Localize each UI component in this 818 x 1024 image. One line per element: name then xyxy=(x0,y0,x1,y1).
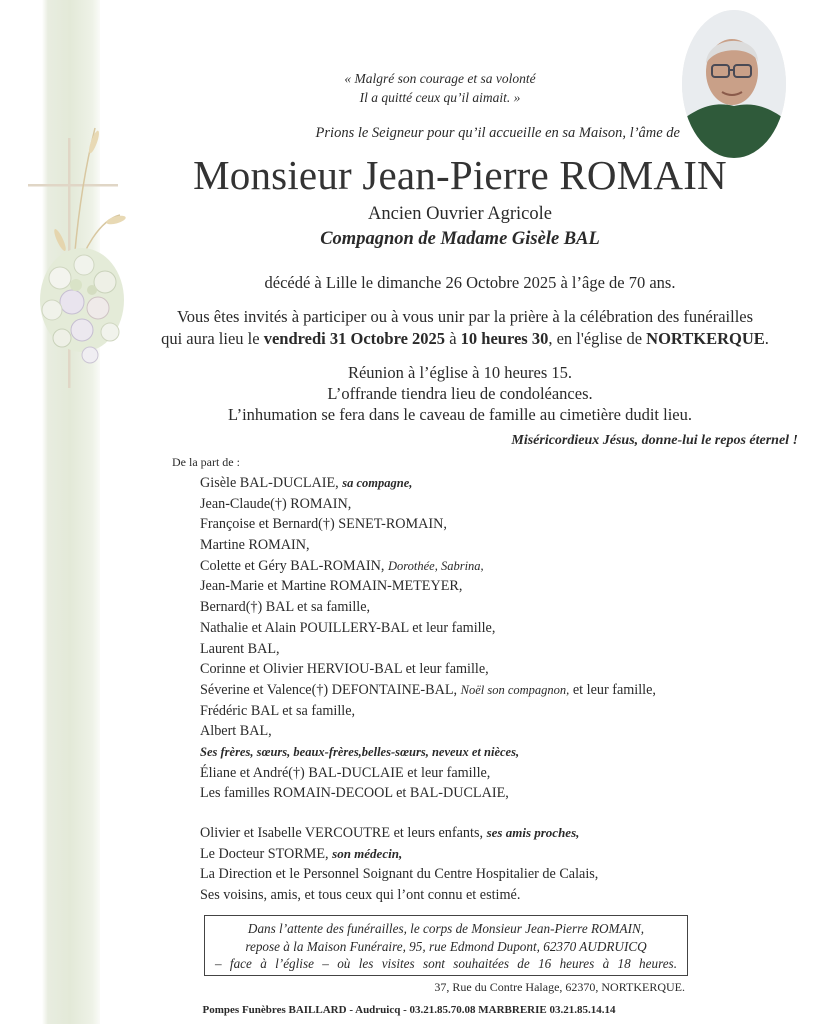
funeral-time: 10 heures 30 xyxy=(460,329,549,348)
funeral-date: vendredi 31 Octobre 2025 xyxy=(263,329,446,348)
list-item xyxy=(200,763,656,784)
list-item xyxy=(200,618,656,639)
mourner-name: Laurent BAL, xyxy=(200,640,280,657)
list-item xyxy=(200,514,656,535)
mourner-name: Bernard(†) BAL et sa famille, xyxy=(200,599,371,616)
blessing: Miséricordieux Jésus, donne-lui le repos éternel ! xyxy=(511,433,798,448)
mourner-annotation: son médecin, xyxy=(332,845,403,861)
arrangement-line: Réunion à l’église à 10 heures 15. xyxy=(347,363,573,382)
death-notice: décédé à Lille le dimanche 26 Octobre 2025 à l’âge de 70 ans. xyxy=(264,273,676,292)
from-label: De la part de : xyxy=(172,455,240,469)
deceased-occupation: Ancien Ouvrier Agricole xyxy=(368,204,552,224)
mourner-name: Corinne et Olivier HERVIOU-BAL et leur famille, xyxy=(200,661,489,678)
invitation-text: , en l'église de xyxy=(548,329,647,348)
list-item xyxy=(200,639,656,660)
invitation-line: Vous êtes invités à participer ou à vous unir par la prière à la célébration des funérailles xyxy=(176,307,754,326)
mourner-name: Frédéric BAL et sa famille, xyxy=(200,702,356,719)
mourner-name: La Direction et le Personnel Soignant du Centre Hospitalier de Calais, xyxy=(200,866,599,883)
mourner-name: Gisèle BAL-DUCLAIE, xyxy=(200,475,343,491)
viewing-line: – face à l’église – où les visites sont souhaitées de 16 heures à 18 heures. xyxy=(215,956,677,971)
quote-line: « Malgré son courage et sa volonté xyxy=(344,71,536,86)
mourner-name: Françoise et Bernard(†) SENET-ROMAIN, xyxy=(200,516,447,533)
invitation-text: . xyxy=(764,329,769,348)
list-item xyxy=(200,494,656,515)
arrangement-line: L’inhumation se fera dans le caveau de famille au cimetière dudit lieu. xyxy=(228,405,692,424)
list-item xyxy=(200,597,656,618)
cross-and-flowers-decoration xyxy=(20,120,140,395)
list-item xyxy=(200,535,656,556)
deceased-name: Monsieur Jean-Pierre ROMAIN xyxy=(193,152,727,198)
mourner-name: Jean-Claude(†) ROMAIN, xyxy=(200,495,352,512)
list-item xyxy=(200,885,598,906)
deceased-companion: Compagnon de Madame Gisèle BAL xyxy=(320,229,600,249)
list-item xyxy=(200,659,656,680)
viewing-line: Dans l’attente des funérailles, le corps de Monsieur Jean-Pierre ROMAIN, xyxy=(247,921,645,936)
list-item xyxy=(200,864,598,885)
list-item xyxy=(200,473,656,494)
funeral-home-footer: Pompes Funèbres BAILLARD - Audruicq - 03.21.85.70.08 MARBRERIE 03.21.85.14.14 xyxy=(202,1004,616,1016)
mourner-name: Ses voisins, amis, et tous ceux qui l’ont connu et estimé. xyxy=(200,887,521,904)
invitation-text: à xyxy=(445,329,461,348)
mourner-name: Martine ROMAIN, xyxy=(200,537,310,554)
address: 37, Rue du Contre Halage, 62370, NORTKERQUE. xyxy=(434,980,685,994)
mourner-annotation: sa compagne, xyxy=(342,476,413,490)
mourner-name: Séverine et Valence(†) DEFONTAINE-BAL, xyxy=(200,681,461,698)
prayer-line: Prions le Seigneur pour qu’il accueille en sa Maison, l’âme de xyxy=(315,125,680,141)
mourner-name: Le Docteur STORME, xyxy=(200,845,333,862)
portrait-photo xyxy=(682,10,786,158)
list-item xyxy=(200,701,656,722)
viewing-notice-box xyxy=(204,915,688,976)
list-item xyxy=(200,783,656,804)
mourner-name: Jean-Marie et Martine ROMAIN-METEYER, xyxy=(200,578,463,595)
mourner-annotation: ses amis proches, xyxy=(486,825,580,840)
family-list xyxy=(200,473,656,804)
friends-list xyxy=(200,823,598,906)
mourner-name: Colette et Géry BAL-ROMAIN, xyxy=(200,557,388,574)
mourner-annotation: Noël son compagnon, xyxy=(460,682,570,697)
rose-bouquet-icon xyxy=(40,248,124,363)
list-item xyxy=(200,742,656,763)
mourner-name-suffix: et leur famille, xyxy=(569,681,656,698)
viewing-line: repose à la Maison Funéraire, 95, rue Edmond Dupont, 62370 AUDRUICQ xyxy=(245,938,647,954)
mourner-annotation: Ses frères, sœurs, beaux-frères,belles-sœurs, neveux et nièces, xyxy=(200,744,520,759)
mourner-name: Olivier et Isabelle VERCOUTRE et leurs enfants, xyxy=(200,825,487,841)
mourner-name: Éliane et André(†) BAL-DUCLAIE et leur famille, xyxy=(200,764,491,781)
invitation-text: qui aura lieu le xyxy=(161,329,264,348)
arrangement-line: L’offrande tiendra lieu de condoléances. xyxy=(327,384,593,403)
list-item xyxy=(200,721,656,742)
funeral-invitation xyxy=(130,306,800,350)
list-item xyxy=(200,844,598,865)
invitation-line xyxy=(130,328,800,350)
funeral-place: NORTKERQUE xyxy=(646,329,765,348)
arrangements xyxy=(130,362,790,425)
list-item xyxy=(200,556,656,577)
mourner-name: Albert BAL, xyxy=(200,723,272,740)
mourner-name: Nathalie et Alain POUILLERY-BAL et leur famille, xyxy=(200,619,496,636)
epitaph-quote xyxy=(300,69,580,107)
quote-line: Il a quitté ceux qu’il aimait. » xyxy=(359,90,521,105)
list-item xyxy=(200,823,598,844)
mourner-name: Les familles ROMAIN-DECOOL et BAL-DUCLAIE, xyxy=(200,785,509,802)
list-item xyxy=(200,576,656,597)
mourner-annotation: Dorothée, Sabrina, xyxy=(387,558,484,573)
list-item xyxy=(200,680,656,701)
